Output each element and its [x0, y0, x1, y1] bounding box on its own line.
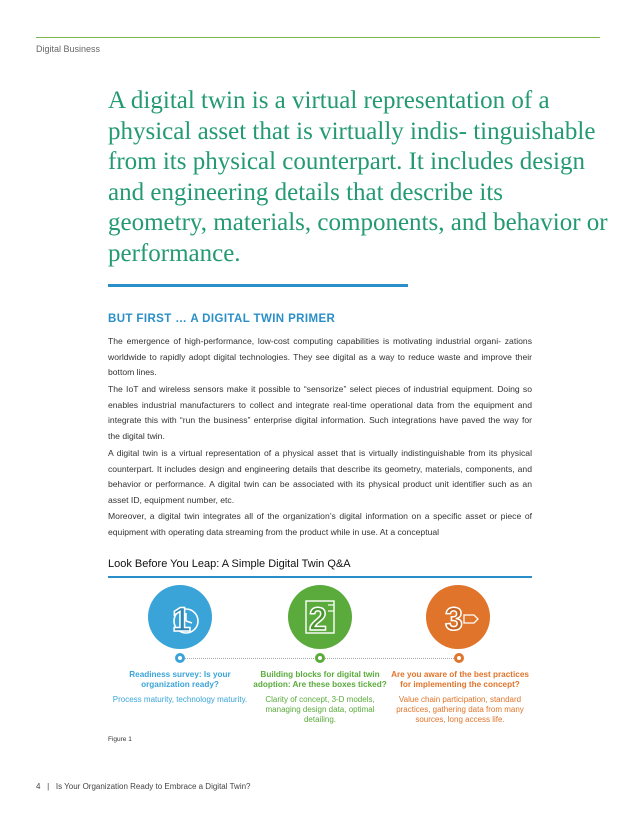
- pull-quote: A digital twin is a virtual representation of a physical asset that is virtually indis- tinguishable from its physical counterpart. It includes design and engineering details that describe its geometry, materials, components, and behavior or performance.: [108, 87, 608, 267]
- primer-paragraph-4: Moreover, a digital twin integrates all of the organization’s digital information on a specific asset or piece of equipment with operating data streaming from the product while in use. At a conceptual: [108, 511, 532, 537]
- step-2-subtitle: Clarity of concept, 3-D models, managing design data, optimal detailing.: [265, 695, 375, 724]
- footer-separator: |: [47, 782, 50, 791]
- quote-divider: [108, 284, 408, 287]
- building-blocks-icon: [288, 585, 352, 649]
- step-1-title: Readiness survey: Is your organization ready?: [129, 670, 231, 689]
- qa-rule: [108, 576, 532, 578]
- timeline-dot-2: [315, 653, 325, 663]
- primer-paragraph-3: A digital twin is a virtual representation of a physical asset that is virtually indistinguishable from its physical counterpart. It includes design and engineering details that describe its geometry, materials, components, and behavior or performance. A digital twin can be associated with its physical product unit identifier such as an asset ID, equipment number, etc.: [108, 448, 532, 505]
- primer-paragraph-2: The IoT and wireless sensors make it possible to “sensorize” select pieces of industrial equipment. Doing so enables industrial manufacturers to collect and integrate real-time operational data from the equipment and integrate this with “run the business” enterprise digital information. Such integrations have paved the way for the digital twin.: [108, 384, 532, 441]
- readiness-clock-icon: [148, 585, 212, 649]
- page-footer: [36, 782, 251, 791]
- step-3-title: Are you aware of the best practices for implementing the concept?: [391, 670, 529, 689]
- best-practices-arrow-icon: [426, 585, 490, 649]
- step-1-column: [110, 670, 250, 705]
- primer-heading: BUT FIRST … A DIGITAL TWIN PRIMER: [108, 313, 336, 325]
- step-3-column: [390, 670, 530, 725]
- step-2-column: [250, 670, 390, 725]
- step-1-number: 1: [172, 601, 191, 639]
- step-3-subtitle: Value chain participation, standard practices, gathering data from many sources, long access life.: [396, 695, 524, 724]
- footer-title: Is Your Organization Ready to Embrace a Digital Twin?: [55, 782, 251, 791]
- timeline-dot-3: [454, 653, 464, 663]
- timeline-dot-1: [175, 653, 185, 663]
- figure-caption: Figure 1: [108, 736, 132, 743]
- step-3-number: 3: [445, 601, 463, 637]
- primer-paragraph-1: The emergence of high-performance, low-cost computing capabilities is motivating industrial organi- zations worldwide to rapidly adopt digital technologies. They see digital as a way to reduce waste and improve their bottom lines.: [108, 336, 532, 377]
- qa-title: Look Before You Leap: A Simple Digital Twin Q&A: [108, 558, 351, 570]
- page-number: 4: [36, 782, 41, 791]
- step-1-subtitle: Process maturity, technology maturity.: [112, 695, 248, 704]
- header-rule: [36, 37, 600, 38]
- step-2-number: 2: [309, 601, 327, 637]
- step-2-title: Building blocks for digital twin adoption: Are these boxes ticked?: [253, 670, 387, 689]
- section-label: Digital Business: [36, 44, 101, 54]
